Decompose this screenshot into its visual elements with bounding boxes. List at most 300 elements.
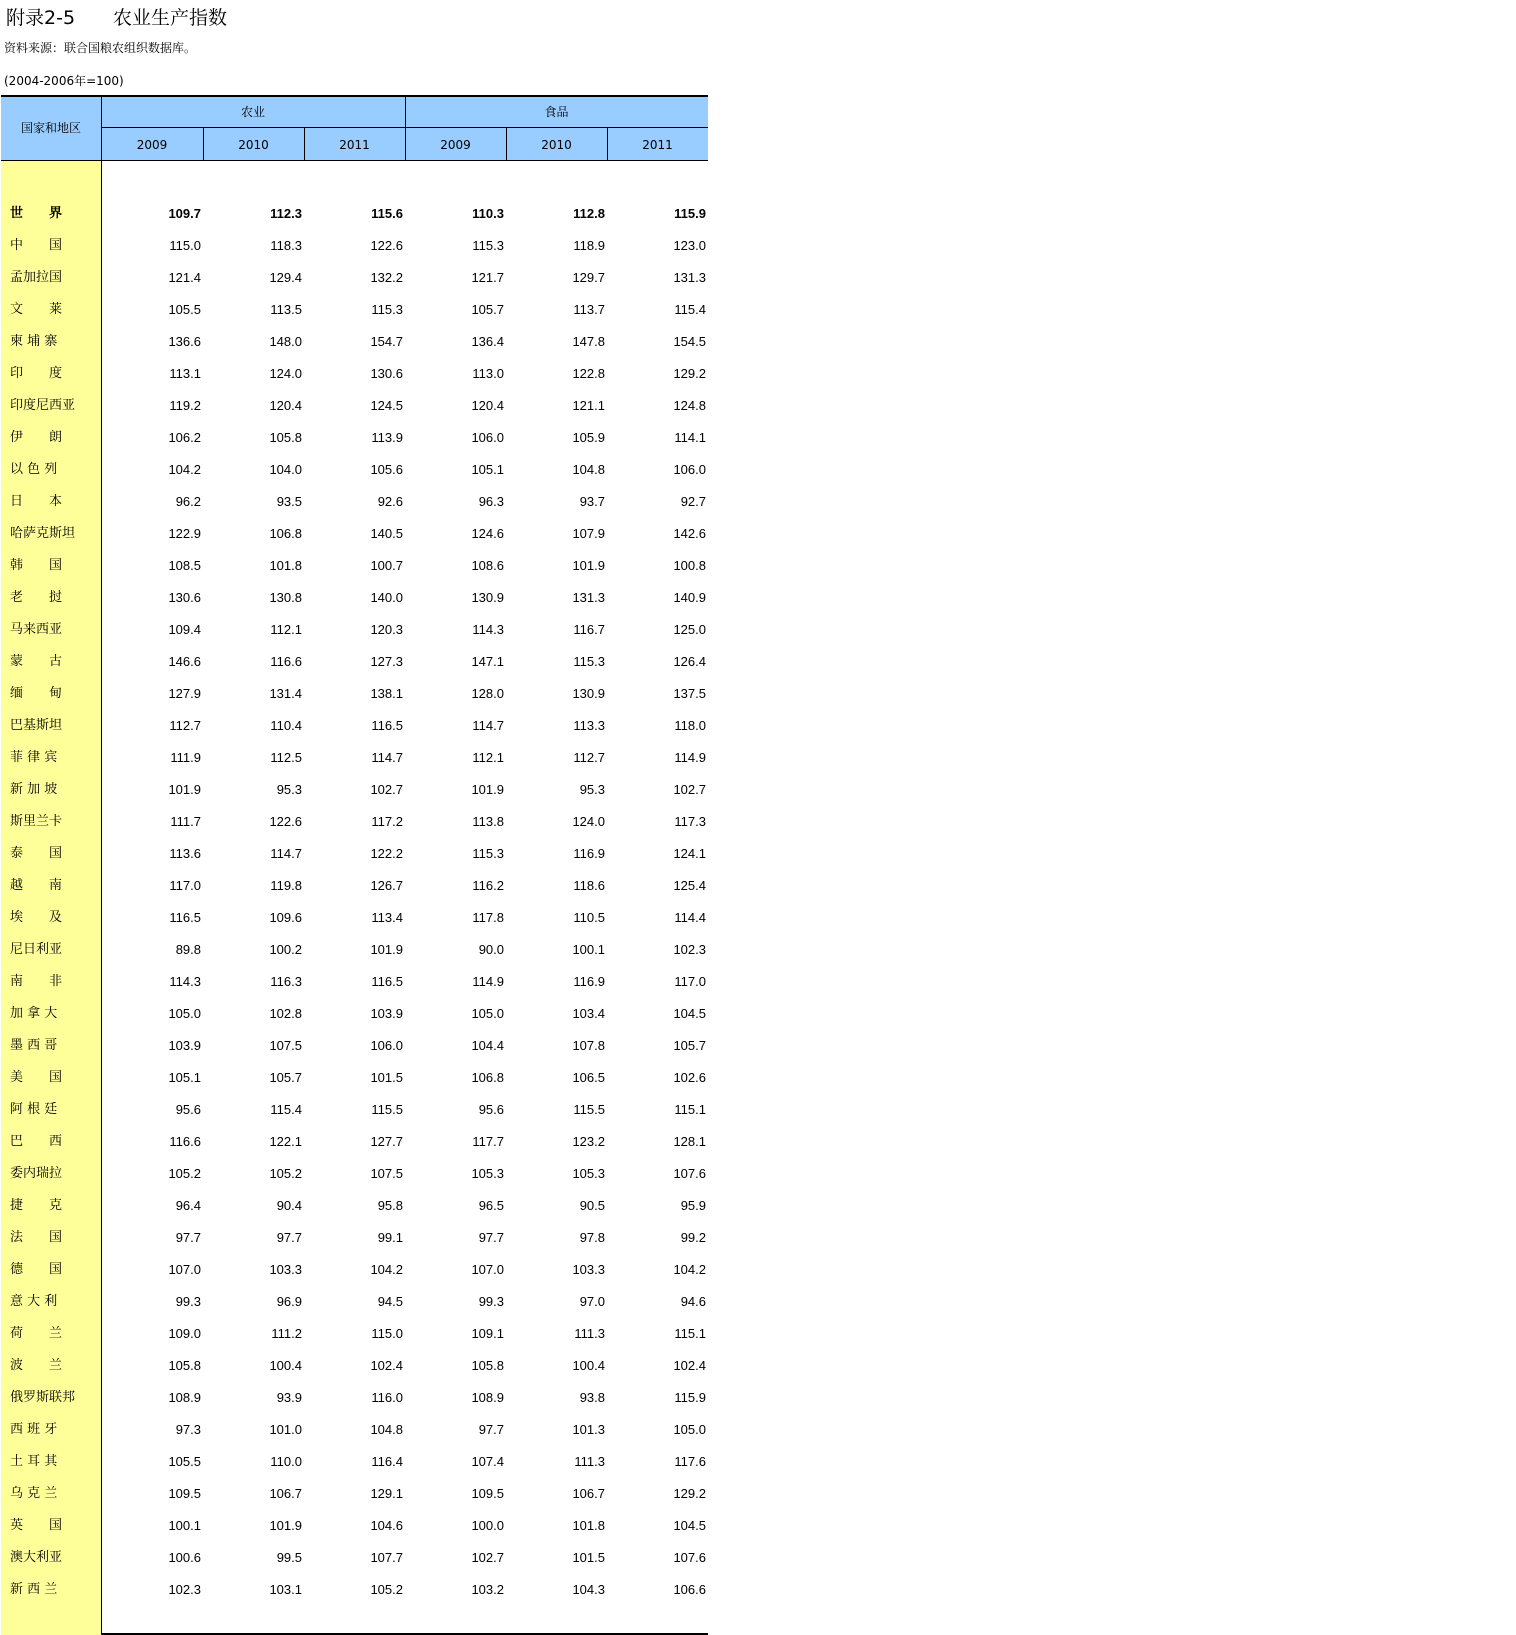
index-value: 105.1 <box>471 462 504 477</box>
index-value: 118.6 <box>573 878 605 893</box>
index-value: 123.2 <box>572 1134 605 1149</box>
country-name: 中 国 <box>10 238 63 253</box>
index-value: 109.5 <box>471 1486 504 1501</box>
table-row <box>1 870 708 902</box>
index-value: 115.0 <box>169 238 201 253</box>
index-value: 109.4 <box>168 622 201 637</box>
index-value: 100.6 <box>168 1550 201 1565</box>
index-value: 111.7 <box>170 814 201 829</box>
index-value: 117.7 <box>472 1134 504 1149</box>
table-row <box>1 1254 708 1286</box>
index-value: 103.3 <box>269 1262 302 1277</box>
index-value: 105.5 <box>168 1454 201 1469</box>
table-row <box>1 294 708 326</box>
index-value: 117.8 <box>472 910 504 925</box>
index-value: 106.7 <box>269 1486 302 1501</box>
index-value: 99.2 <box>680 1230 706 1245</box>
index-value: 106.0 <box>471 430 504 445</box>
data-source-note: 资料来源：联合国粮农组织数据库。 <box>4 41 197 55</box>
table-row <box>1 198 708 230</box>
index-value: 120.4 <box>269 398 302 413</box>
index-value: 96.4 <box>175 1198 201 1213</box>
table-top-rule <box>1 95 708 97</box>
index-value: 113.5 <box>270 302 302 317</box>
table-row <box>1 1062 708 1094</box>
index-value: 105.2 <box>168 1166 201 1181</box>
index-value: 117.3 <box>674 814 706 829</box>
index-value: 100.7 <box>370 558 403 573</box>
index-value: 115.3 <box>472 238 504 253</box>
index-value: 95.6 <box>478 1102 504 1117</box>
table-row <box>1 710 708 742</box>
index-value: 103.9 <box>370 1006 403 1021</box>
index-value: 113.0 <box>472 366 504 381</box>
country-name: 波 兰 <box>10 1358 63 1373</box>
index-value: 90.4 <box>276 1198 302 1213</box>
country-name: 西 班 牙 <box>10 1422 58 1437</box>
country-name: 泰 国 <box>10 846 63 861</box>
index-value: 102.3 <box>673 942 706 957</box>
index-value: 118.0 <box>674 718 706 733</box>
index-value: 93.7 <box>579 494 605 509</box>
index-value: 123.0 <box>673 238 706 253</box>
table-row <box>1 1510 708 1542</box>
index-value: 106.2 <box>168 430 201 445</box>
table-row <box>1 806 708 838</box>
country-name: 马来西亚 <box>10 622 63 637</box>
index-value: 104.2 <box>168 462 201 477</box>
index-value: 114.7 <box>270 846 302 861</box>
index-value: 114.3 <box>169 974 201 989</box>
table-row <box>1 262 708 294</box>
country-name: 捷 克 <box>10 1198 63 1213</box>
table-row <box>1 390 708 422</box>
country-name: 阿 根 廷 <box>10 1102 58 1117</box>
table-row <box>1 1382 708 1414</box>
country-name: 法 国 <box>10 1230 63 1245</box>
table-row <box>1 230 708 262</box>
table-row <box>1 1286 708 1318</box>
index-value: 116.6 <box>270 654 302 669</box>
year-header: 2010 <box>541 138 572 152</box>
index-value: 101.9 <box>370 942 403 957</box>
index-value: 116.7 <box>573 622 605 637</box>
table-row <box>1 1542 708 1574</box>
index-value: 93.5 <box>276 494 302 509</box>
index-value: 105.6 <box>370 462 403 477</box>
country-name: 斯里兰卡 <box>10 814 63 829</box>
index-value: 132.2 <box>370 270 403 285</box>
index-value: 100.0 <box>471 1518 504 1533</box>
index-value: 90.0 <box>478 942 504 957</box>
index-value: 113.8 <box>472 814 504 829</box>
index-value: 96.2 <box>175 494 201 509</box>
year-header: 2009 <box>136 138 168 152</box>
index-value: 112.8 <box>573 206 605 221</box>
index-value: 105.2 <box>269 1166 302 1181</box>
index-value: 100.4 <box>269 1358 302 1373</box>
country-name: 世 界 <box>10 206 63 221</box>
index-value: 101.9 <box>269 1518 302 1533</box>
index-value: 96.5 <box>478 1198 504 1213</box>
index-value: 154.5 <box>673 334 706 349</box>
index-value: 140.9 <box>673 590 706 605</box>
table-row <box>1 358 708 390</box>
index-value: 113.6 <box>169 846 201 861</box>
index-value: 113.1 <box>169 366 201 381</box>
index-value: 100.1 <box>168 1518 201 1533</box>
index-value: 140.5 <box>370 526 403 541</box>
index-value: 126.4 <box>673 654 706 669</box>
table-row <box>1 1574 708 1606</box>
country-name: 蒙 古 <box>10 654 63 669</box>
index-value: 136.4 <box>471 334 504 349</box>
country-name: 土 耳 其 <box>10 1454 58 1469</box>
index-value: 154.7 <box>370 334 403 349</box>
index-value: 125.4 <box>673 878 706 893</box>
index-value: 97.0 <box>579 1294 605 1309</box>
index-value: 107.7 <box>370 1550 403 1565</box>
index-value: 114.3 <box>472 622 504 637</box>
index-value: 101.8 <box>572 1518 605 1533</box>
index-value: 97.7 <box>175 1230 201 1245</box>
index-value: 102.6 <box>673 1070 706 1085</box>
index-value: 109.1 <box>471 1326 504 1341</box>
index-value: 102.8 <box>269 1006 302 1021</box>
country-name: 南 非 <box>10 974 63 989</box>
index-value: 101.5 <box>370 1070 403 1085</box>
index-value: 105.8 <box>168 1358 201 1373</box>
index-value: 102.7 <box>471 1550 504 1565</box>
index-value: 101.5 <box>572 1550 605 1565</box>
index-value: 90.5 <box>579 1198 605 1213</box>
index-value: 118.9 <box>573 238 605 253</box>
index-value: 107.9 <box>572 526 605 541</box>
index-value: 138.1 <box>370 686 403 701</box>
index-value: 106.0 <box>370 1038 403 1053</box>
index-value: 115.9 <box>674 1390 706 1405</box>
index-value: 115.4 <box>270 1102 302 1117</box>
index-value: 126.7 <box>370 878 403 893</box>
index-value: 102.4 <box>673 1358 706 1373</box>
index-value: 131.3 <box>673 270 706 285</box>
index-value: 116.5 <box>169 910 201 925</box>
table-row <box>1 1446 708 1478</box>
index-value: 116.5 <box>371 718 403 733</box>
index-value: 115.4 <box>674 302 706 317</box>
index-value: 95.6 <box>175 1102 201 1117</box>
index-value: 124.0 <box>572 814 605 829</box>
index-value: 114.1 <box>674 430 706 445</box>
index-value: 111.9 <box>170 750 201 765</box>
index-value: 101.9 <box>572 558 605 573</box>
index-value: 142.6 <box>673 526 706 541</box>
table-row <box>1 582 708 614</box>
index-value: 116.5 <box>371 974 403 989</box>
index-value: 105.8 <box>471 1358 504 1373</box>
index-value: 124.8 <box>673 398 706 413</box>
country-name: 英 国 <box>10 1518 63 1533</box>
table-row <box>1 1478 708 1510</box>
table-row <box>1 998 708 1030</box>
index-value: 107.6 <box>673 1166 706 1181</box>
index-value: 115.1 <box>674 1326 706 1341</box>
index-value: 94.6 <box>680 1294 706 1309</box>
index-value: 104.6 <box>370 1518 403 1533</box>
index-value: 117.0 <box>674 974 706 989</box>
index-value: 115.1 <box>674 1102 706 1117</box>
page-title: 附录2-5 农业生产指数 <box>6 7 228 29</box>
index-value: 124.6 <box>471 526 504 541</box>
country-name: 印度尼西亚 <box>10 398 76 413</box>
index-value: 113.3 <box>573 718 605 733</box>
index-value: 116.9 <box>573 974 605 989</box>
country-name: 孟加拉国 <box>10 270 63 285</box>
index-value: 115.3 <box>573 654 605 669</box>
index-value: 95.8 <box>377 1198 403 1213</box>
index-value: 111.2 <box>271 1326 302 1341</box>
index-value: 112.7 <box>169 718 201 733</box>
index-value: 116.6 <box>169 1134 201 1149</box>
index-value: 105.0 <box>168 1006 201 1021</box>
country-name: 美 国 <box>10 1070 63 1085</box>
index-value: 127.7 <box>370 1134 403 1149</box>
index-value: 117.0 <box>169 878 201 893</box>
index-value: 105.9 <box>572 430 605 445</box>
index-value: 104.0 <box>269 462 302 477</box>
index-value: 114.7 <box>371 750 403 765</box>
index-value: 108.5 <box>168 558 201 573</box>
index-value: 115.9 <box>674 206 706 221</box>
index-value: 113.7 <box>573 302 605 317</box>
country-name: 加 拿 大 <box>10 1006 58 1021</box>
index-value: 97.7 <box>478 1230 504 1245</box>
index-value: 125.0 <box>673 622 706 637</box>
index-value: 106.8 <box>269 526 302 541</box>
index-value: 120.4 <box>471 398 504 413</box>
index-value: 104.4 <box>471 1038 504 1053</box>
country-name: 印 度 <box>10 366 63 381</box>
index-value: 102.4 <box>370 1358 403 1373</box>
index-value: 130.9 <box>572 686 605 701</box>
country-name: 以 色 列 <box>10 462 58 477</box>
country-name: 乌 克 兰 <box>10 1486 58 1501</box>
index-value: 115.0 <box>371 1326 403 1341</box>
index-value: 117.2 <box>371 814 403 829</box>
index-value: 103.3 <box>572 1262 605 1277</box>
index-value: 147.8 <box>572 334 605 349</box>
country-name: 伊 朗 <box>10 430 63 445</box>
table-row <box>1 486 708 518</box>
index-value: 112.7 <box>573 750 605 765</box>
index-value: 122.8 <box>572 366 605 381</box>
index-value: 109.0 <box>168 1326 201 1341</box>
index-value: 95.9 <box>680 1198 706 1213</box>
index-value: 100.4 <box>572 1358 605 1373</box>
country-name: 尼日利亚 <box>10 942 63 957</box>
table-row <box>1 678 708 710</box>
index-value: 112.3 <box>270 206 302 221</box>
country-name: 韩 国 <box>10 558 63 573</box>
country-name: 越 南 <box>10 878 63 893</box>
index-value: 131.4 <box>269 686 302 701</box>
index-value: 106.8 <box>471 1070 504 1085</box>
index-value: 103.9 <box>168 1038 201 1053</box>
index-value: 116.0 <box>371 1390 403 1405</box>
index-value: 130.9 <box>471 590 504 605</box>
country-name: 日 本 <box>10 494 63 509</box>
index-value: 97.7 <box>276 1230 302 1245</box>
index-value: 92.7 <box>680 494 706 509</box>
index-value: 105.7 <box>673 1038 706 1053</box>
country-name: 德 国 <box>10 1262 63 1277</box>
index-value: 110.3 <box>472 206 504 221</box>
index-value: 92.6 <box>377 494 403 509</box>
index-value: 104.2 <box>673 1262 706 1277</box>
index-value: 115.5 <box>371 1102 403 1117</box>
country-name: 荷 兰 <box>10 1326 63 1341</box>
group-header-agriculture: 农业 <box>240 105 265 119</box>
index-value: 109.5 <box>168 1486 201 1501</box>
index-value: 107.0 <box>168 1262 201 1277</box>
group-header-food: 食品 <box>544 105 569 119</box>
index-value: 105.7 <box>269 1070 302 1085</box>
country-name: 新 西 兰 <box>10 1582 58 1597</box>
index-value: 97.8 <box>579 1230 605 1245</box>
index-value: 102.7 <box>673 782 706 797</box>
index-value: 114.7 <box>472 718 504 733</box>
index-value: 122.2 <box>370 846 403 861</box>
col-header-country: 国家和地区 <box>20 121 81 135</box>
table-row <box>1 838 708 870</box>
index-value: 107.5 <box>269 1038 302 1053</box>
table-row <box>1 1030 708 1062</box>
year-header: 2010 <box>238 138 269 152</box>
index-value: 121.7 <box>471 270 504 285</box>
table-row <box>1 742 708 774</box>
index-value: 104.8 <box>370 1422 403 1437</box>
index-value: 116.2 <box>472 878 504 893</box>
table-row <box>1 1126 708 1158</box>
index-value: 108.6 <box>471 558 504 573</box>
index-value: 115.6 <box>371 206 403 221</box>
index-value: 129.2 <box>673 1486 706 1501</box>
index-value: 89.8 <box>175 942 201 957</box>
country-name: 缅 甸 <box>10 686 63 701</box>
index-value: 107.5 <box>370 1166 403 1181</box>
table-row <box>1 774 708 806</box>
index-value: 97.3 <box>175 1422 201 1437</box>
index-value: 140.0 <box>370 590 403 605</box>
country-name: 澳大利亚 <box>10 1550 63 1565</box>
country-name: 文 莱 <box>10 302 63 317</box>
index-value: 96.3 <box>478 494 504 509</box>
table-row <box>1 1350 708 1382</box>
index-value: 103.4 <box>572 1006 605 1021</box>
table-row <box>1 966 708 998</box>
index-value: 105.5 <box>168 302 201 317</box>
index-value: 105.0 <box>471 1006 504 1021</box>
table-row <box>1 1094 708 1126</box>
index-value: 107.8 <box>572 1038 605 1053</box>
index-value: 99.3 <box>478 1294 504 1309</box>
index-value: 119.2 <box>169 398 201 413</box>
country-name: 菲 律 宾 <box>10 750 58 765</box>
index-value: 105.0 <box>673 1422 706 1437</box>
index-value: 97.7 <box>478 1422 504 1437</box>
index-value: 106.7 <box>572 1486 605 1501</box>
index-value: 100.8 <box>673 558 706 573</box>
country-name: 墨 西 哥 <box>10 1038 58 1053</box>
index-value: 131.3 <box>572 590 605 605</box>
index-value: 127.9 <box>168 686 201 701</box>
index-value: 114.4 <box>674 910 706 925</box>
country-name: 新 加 坡 <box>10 782 58 797</box>
index-value: 112.1 <box>270 622 302 637</box>
header-bottom-rule <box>1 160 708 161</box>
index-value: 136.6 <box>168 334 201 349</box>
index-value: 101.3 <box>572 1422 605 1437</box>
index-value: 128.1 <box>673 1134 706 1149</box>
index-value: 117.6 <box>674 1454 706 1469</box>
index-value: 111.3 <box>574 1454 605 1469</box>
index-value: 107.6 <box>673 1550 706 1565</box>
index-value: 100.2 <box>269 942 302 957</box>
index-value: 93.8 <box>579 1390 605 1405</box>
index-value: 104.5 <box>673 1518 706 1533</box>
table-row <box>1 454 708 486</box>
index-value: 129.4 <box>269 270 302 285</box>
index-value: 118.3 <box>270 238 302 253</box>
index-value: 112.1 <box>472 750 504 765</box>
country-name: 哈萨克斯坦 <box>10 526 76 541</box>
table-row <box>1 1222 708 1254</box>
index-value: 148.0 <box>269 334 302 349</box>
index-value: 101.8 <box>269 558 302 573</box>
index-value: 137.5 <box>673 686 706 701</box>
table-row <box>1 1414 708 1446</box>
base-period-note: (2004-2006年=100) <box>4 74 124 88</box>
index-value: 147.1 <box>471 654 504 669</box>
index-value: 121.4 <box>168 270 201 285</box>
index-value: 102.3 <box>168 1582 201 1597</box>
index-value: 108.9 <box>471 1390 504 1405</box>
index-value: 104.5 <box>673 1006 706 1021</box>
index-value: 105.1 <box>168 1070 201 1085</box>
table-row <box>1 646 708 678</box>
index-value: 116.3 <box>270 974 302 989</box>
index-value: 119.8 <box>270 878 302 893</box>
table-row <box>1 518 708 550</box>
country-name: 老 挝 <box>10 590 63 605</box>
index-value: 105.7 <box>471 302 504 317</box>
table-row <box>1 1190 708 1222</box>
index-value: 110.4 <box>270 718 302 733</box>
country-name: 柬 埔 寨 <box>10 334 58 349</box>
index-value: 114.9 <box>674 750 706 765</box>
index-value: 111.3 <box>574 1326 605 1341</box>
index-value: 101.0 <box>269 1422 302 1437</box>
index-value: 95.3 <box>579 782 605 797</box>
index-value: 106.0 <box>673 462 706 477</box>
index-value: 103.1 <box>269 1582 302 1597</box>
index-value: 109.6 <box>269 910 302 925</box>
index-value: 113.4 <box>371 910 403 925</box>
index-value: 121.1 <box>572 398 605 413</box>
index-value: 107.0 <box>471 1262 504 1277</box>
table-row <box>1 1158 708 1190</box>
year-header: 2011 <box>339 138 370 152</box>
